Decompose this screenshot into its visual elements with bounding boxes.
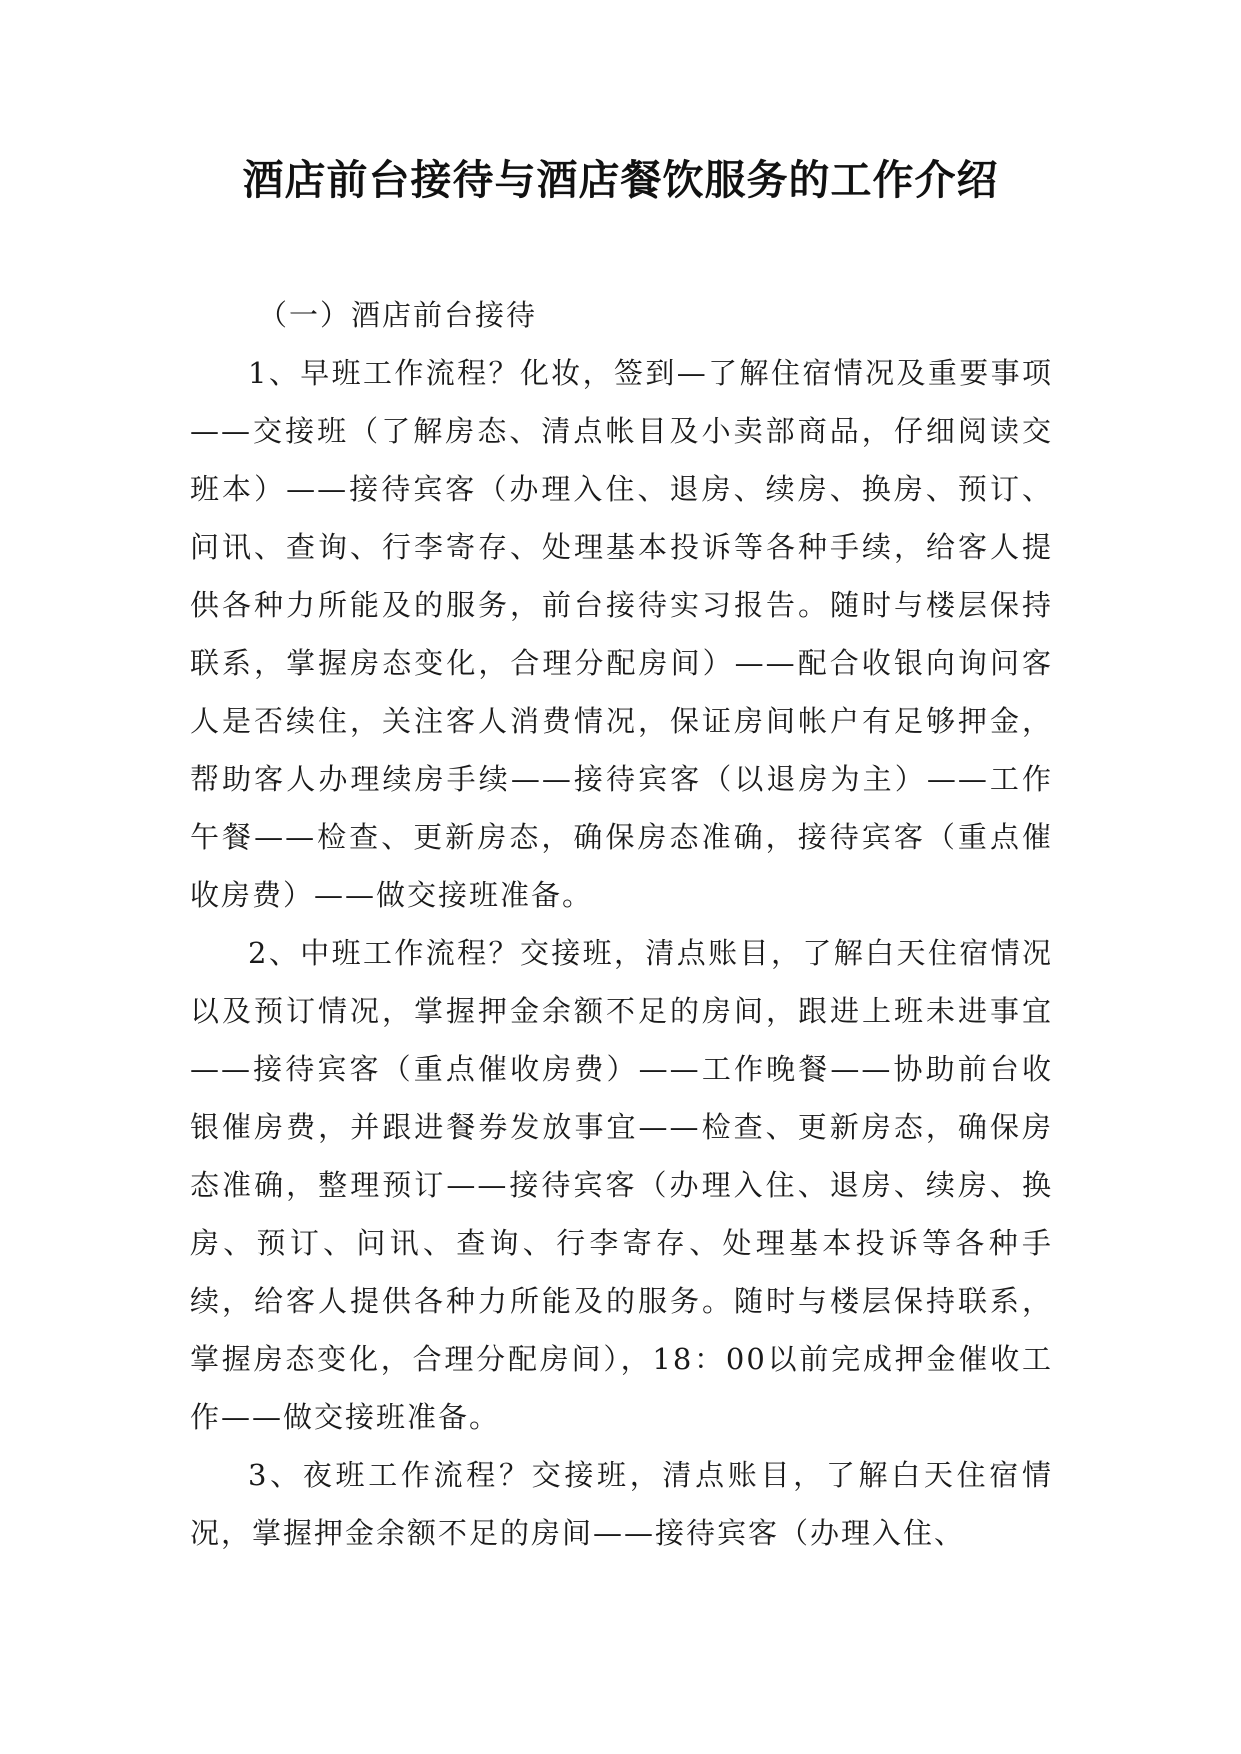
document-body bbox=[190, 286, 1053, 1562]
document-title: 酒店前台接待与酒店餐饮服务的工作介绍 bbox=[242, 156, 999, 204]
paragraph-morning-shift: 1、早班工作流程？化妆，签到—了解住宿情况及重要事项——交接班（了解房态、清点帐目及小卖部商品，仔细阅读交班本）——接待宾客（办理入住、退房、续房、换房、预订、问讯、查询、行李寄存、处理基本投诉等各种手续，给客人提供各种力所能及的服务，前台接待实习报告。随时与楼层保持联系，掌握房态变化，合理分配房间）——配合收银向询问客人是否续住，关注客人消费情况，保证房间帐户有足够押金，帮助客人办理续房手续——接待宾客（以退房为主）——工作午餐——检查、更新房态，确保房态准确，接待宾客（重点催收房费）——做交接班准备。 bbox=[190, 356, 1053, 912]
paragraph-night-shift: 3、夜班工作流程？交接班，清点账目，了解白天住宿情况，掌握押金余额不足的房间——接待宾客（办理入住、 bbox=[190, 1458, 1053, 1550]
paragraph-middle-shift: 2、中班工作流程？交接班，清点账目，了解白天住宿情况以及预订情况，掌握押金余额不足的房间，跟进上班未进事宜——接待宾客（重点催收房费）——工作晚餐——协助前台收银催房费，并跟进餐券发放事宜——检查、更新房态，确保房态准确，整理预订——接待宾客（办理入住、退房、续房、换房、预订、问讯、查询、行李寄存、处理基本投诉等各种手续，给客人提供各种力所能及的服务。随时与楼层保持联系，掌握房态变化，合理分配房间），18：00以前完成押金催收工作——做交接班准备。 bbox=[190, 936, 1053, 1434]
section-heading: （一）酒店前台接待 bbox=[258, 298, 538, 332]
